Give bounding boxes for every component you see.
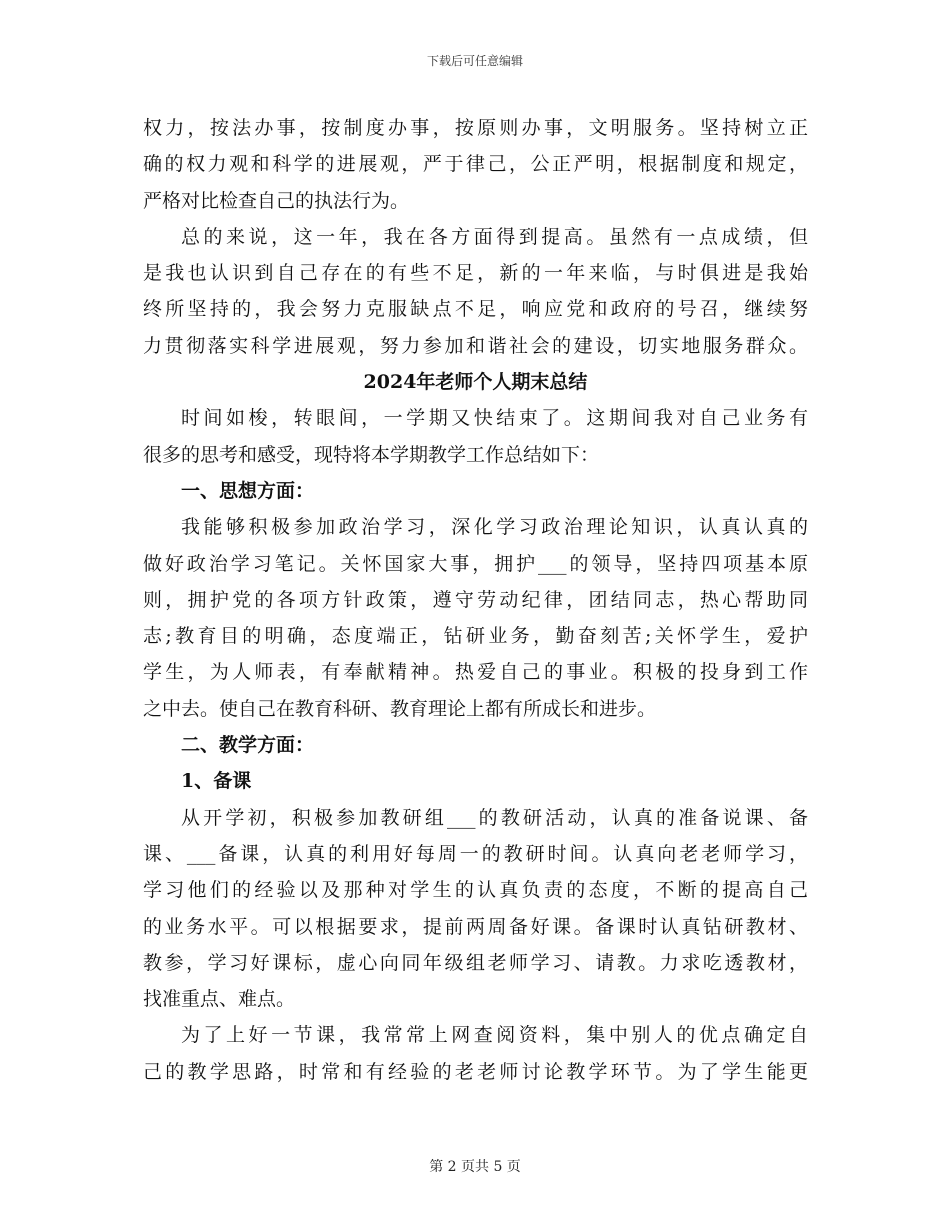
- text-line: 之中去。使自己在教育科研、教育理论上都有所成长和进步。: [143, 697, 657, 720]
- text-line: 我能够积极参加政治学习，深化学习政治理论知识，认真认真的: [181, 516, 808, 539]
- text-line: 则，拥护党的各项方针政策，遵守劳动纪律，团结同志，热心帮助同: [143, 588, 808, 611]
- text-line: 做好政治学习笔记。关怀国家大事，拥护___的领导，坚持四项基本原: [143, 552, 808, 575]
- heading-lesson-prep: 1、备课: [181, 770, 252, 793]
- text-line: 时间如梭，转眼间，一学期又快结束了。这期间我对自己业务有: [181, 407, 808, 430]
- page-footer: 第 2 页共 5 页: [429, 1159, 521, 1175]
- text-line: 总的来说，这一年，我在各方面得到提高。虽然有一点成绩，但: [181, 225, 808, 248]
- section-title: 2024年老师个人期末总结: [363, 371, 588, 394]
- heading-thought: 一、思想方面：: [181, 479, 315, 502]
- page-header: 下载后可任意编辑: [426, 54, 523, 68]
- text-line: 找准重点、难点。: [143, 988, 296, 1011]
- text-line: 是我也认识到自己存在的有些不足，新的一年来临，与时俱进是我始: [143, 262, 808, 285]
- text-line: 课、___备课，认真的利用好每周一的教研时间。认真向老老师学习，: [143, 842, 808, 865]
- text-line: 己的教学思路，时常和有经验的老老师讨论教学环节。为了学生能更: [143, 1060, 808, 1083]
- text-line: 为了上好一节课，我常常上网查阅资料，集中别人的优点确定自: [181, 1024, 808, 1047]
- text-line: 学生，为人师表，有奉献精神。热爱自己的事业。积极的投身到工作: [143, 661, 808, 684]
- text-line: 从开学初，积极参加教研组___的教研活动，认真的准备说课、备: [181, 806, 808, 829]
- text-line: 很多的思考和感受，现特将本学期教学工作总结如下：: [143, 443, 600, 466]
- text-line: 学习他们的经验以及那种对学生的认真负责的态度，不断的提高自己: [143, 879, 808, 902]
- text-line: 确的权力观和科学的进展观，严于律己，公正严明，根据制度和规定，: [143, 153, 808, 176]
- text-line: 的业务水平。可以根据要求，提前两周备好课。备课时认真钻研教材、: [143, 915, 808, 938]
- text-line: 严格对比检查自己的执法行为。: [143, 189, 410, 212]
- text-line: 教参，学习好课标，虚心向同年级组老师学习、请教。力求吃透教材，: [143, 951, 808, 974]
- text-line: 志;教育目的明确，态度端正，钻研业务，勤奋刻苦;关怀学生，爱护: [143, 625, 808, 648]
- text-line: 终所坚持的，我会努力克服缺点不足，响应党和政府的号召，继续努: [143, 298, 808, 321]
- document-body: [143, 110, 808, 1090]
- text-line: 权力，按法办事，按制度办事，按原则办事，文明服务。坚持树立正: [143, 117, 808, 139]
- text-line: 力贯彻落实科学进展观，努力参加和谐社会的建设，切实地服务群众。: [143, 334, 808, 357]
- heading-teaching: 二、教学方面：: [181, 734, 315, 757]
